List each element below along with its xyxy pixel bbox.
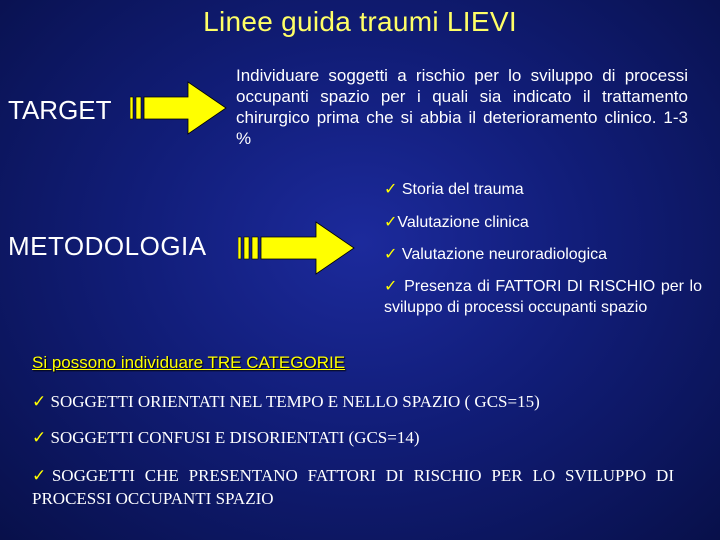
- category-item: [32, 392, 540, 412]
- check-icon: ✓: [384, 246, 398, 263]
- category-label: SOGGETTI CHE PRESENTANO FATTORI DI RISCHIO PER LO SVILUPPO DI PROCESSI OCCUPANTI SPAZIO: [32, 466, 674, 508]
- check-icon: ✓: [32, 466, 52, 485]
- target-label: TARGET: [8, 95, 112, 125]
- slide-title: Linee guida traumi LIEVI: [203, 6, 517, 37]
- check-icon: ✓: [384, 214, 398, 231]
- list-item: [384, 212, 529, 232]
- list-item-label: Valutazione clinica: [397, 214, 529, 231]
- list-item: [384, 179, 524, 199]
- category-label: SOGGETTI ORIENTATI NEL TEMPO E NELLO SPAZIO ( GCS=15): [46, 392, 540, 411]
- target-description: Individuare soggetti a rischio per lo sviluppo di processi occupanti spazio per i quali sia indicato il trattamento chirurgico prima che si abbia il deterioramento clinico. 1-3 %: [236, 66, 688, 148]
- check-icon: ✓: [32, 392, 47, 411]
- target-arrow-icon: [130, 80, 228, 136]
- metodologia-arrow-icon: [238, 220, 358, 276]
- list-item-label: Presenza di FATTORI DI RISCHIO per lo sviluppo di processi occupanti spazio: [384, 278, 702, 316]
- check-icon: ✓: [32, 428, 47, 447]
- check-icon: ✓: [384, 278, 399, 295]
- categories-heading: Si possono individuare TRE CATEGORIE: [32, 353, 346, 372]
- category-item: [32, 428, 420, 448]
- category-label: SOGGETTI CONFUSI E DISORIENTATI (GCS=14): [46, 428, 420, 447]
- category-item: [32, 464, 674, 510]
- list-item-label: Storia del trauma: [401, 181, 524, 198]
- list-item: [384, 276, 702, 318]
- check-icon: ✓: [384, 181, 398, 198]
- list-item-label: Valutazione neuroradiologica: [397, 246, 608, 263]
- list-item: [384, 244, 607, 264]
- metodologia-label: METODOLOGIA: [8, 231, 207, 261]
